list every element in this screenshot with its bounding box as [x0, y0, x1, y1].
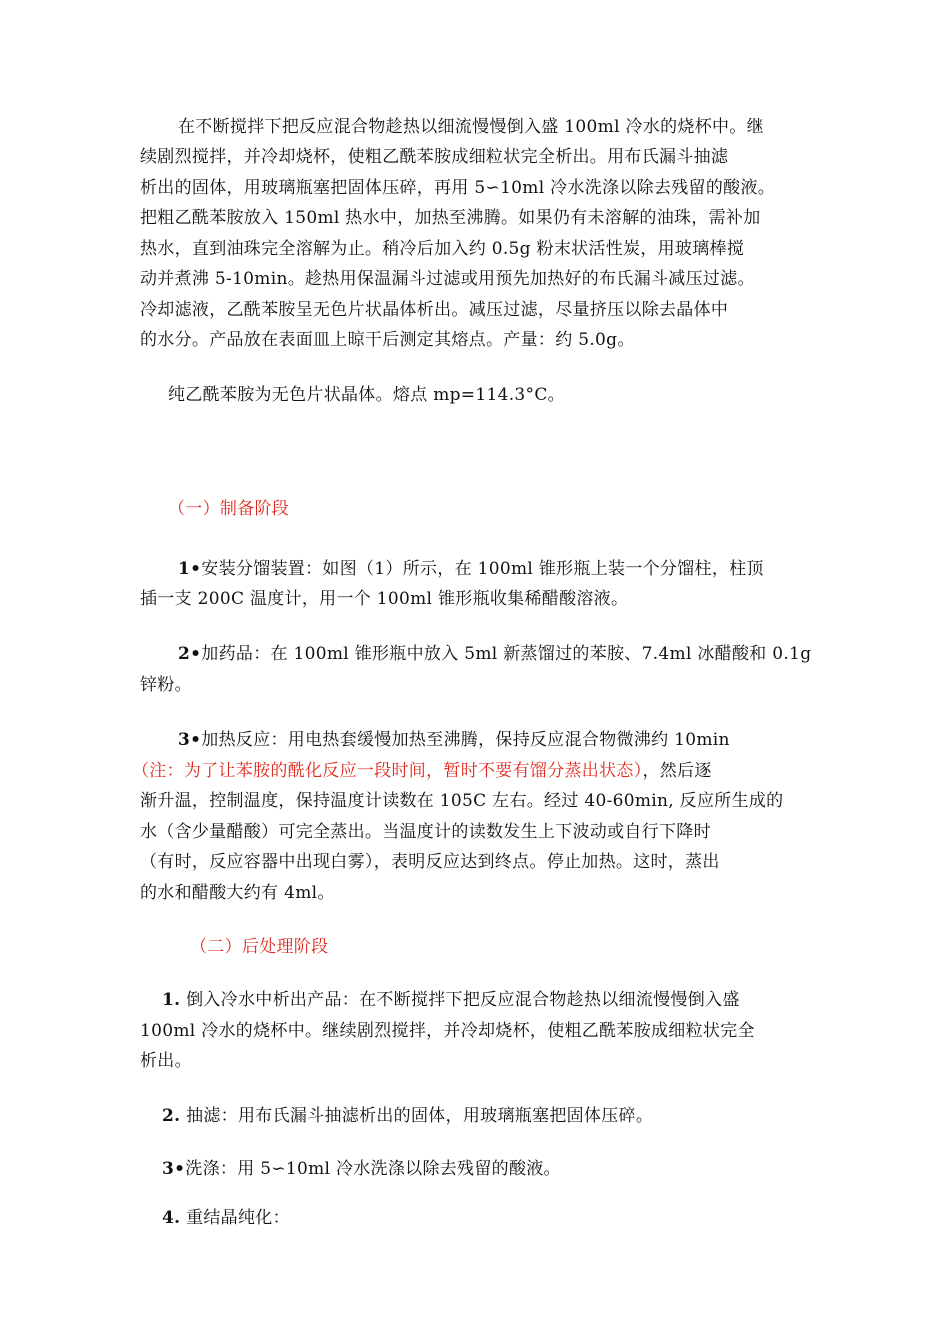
step-text: 安装分馏装置：如图（1）所示，在 100ml 锥形瓶上装一个分馏柱，柱顶 — [201, 559, 764, 579]
section1-step3-line-1 — [178, 728, 730, 752]
section1-step2-line-1 — [178, 642, 811, 666]
section1-heading: （一）制备阶段 — [168, 499, 290, 519]
step-number: 4. — [162, 1208, 181, 1228]
step-text: 加药品：在 100ml 锥形瓶中放入 5ml 新蒸馏过的苯胺、7.4ml 冰醋酸和 0.1g — [201, 644, 812, 664]
section1-step3-line-3: 渐升温，控制温度，保持温度计读数在 105C 左右。经过 40-60min, 反应所生成的 — [140, 791, 784, 811]
section2-step1-line-3: 析出。 — [140, 1051, 192, 1071]
step-number: 3• — [162, 1159, 186, 1179]
step-text: 重结晶纯化： — [180, 1208, 290, 1228]
step-text: 倒入冷水中析出产品：在不断搅拌下把反应混合物趁热以细流慢慢倒入盛 — [180, 990, 740, 1010]
section2-step1-line-1 — [162, 988, 740, 1012]
section1-step1-line-1 — [178, 557, 764, 581]
section1-step1-line-2: 插一支 200C 温度计，用一个 100ml 锥形瓶收集稀醋酸溶液。 — [140, 589, 629, 609]
para1-line-4: 把粗乙酰苯胺放入 150ml 热水中，加热至沸腾。如果仍有未溶解的油珠，需补加 — [140, 208, 761, 228]
para1-line-8: 的水分。产品放在表面皿上晾干后测定其熔点。产量：约 5.0g。 — [140, 330, 635, 350]
step-number: 1• — [178, 559, 202, 579]
section1-step3-line-6: 的水和醋酸大约有 4ml。 — [140, 883, 335, 903]
step-text: ，然后逐 — [642, 761, 712, 781]
section1-step3-line-5: （有时，反应容器中出现白雾），表明反应达到终点。停止加热。这时，蒸出 — [140, 852, 720, 872]
step-number: 2. — [162, 1106, 181, 1126]
para1-line-6: 动并煮沸 5-10min。趁热用保温漏斗过滤或用预先加热好的布氏漏斗减压过滤。 — [140, 269, 755, 289]
section2-step1-line-2: 100ml 冷水的烧杯中。继续剧烈搅拌，并冷却烧杯，使粗乙酰苯胺成细粒状完全 — [140, 1021, 755, 1041]
section1-step2-line-2: 锌粉。 — [140, 675, 192, 695]
para1-line-5: 热水，直到油珠完全溶解为止。稍冷后加入约 0.5g 粉末状活性炭，用玻璃棒搅 — [140, 239, 745, 259]
section2-step4 — [162, 1206, 290, 1230]
para1-line-3: 析出的固体，用玻璃瓶塞把固体压碎，再用 5∽10ml 冷水洗涤以除去残留的酸液。 — [140, 178, 776, 198]
step-number: 3• — [178, 730, 202, 750]
para1-line-7: 冷却滤液，乙酰苯胺呈无色片状晶体析出。减压过滤，尽量挤压以除去晶体中 — [140, 300, 729, 320]
section1-step3-line-4: 水（含少量醋酸）可完全蒸出。当温度计的读数发生上下波动或自行下降时 — [140, 822, 711, 842]
section2-heading: （二）后处理阶段 — [190, 937, 329, 957]
red-note: （注：为了让苯胺的酰化反应一段时间，暂时不要有馏分蒸出状态） — [132, 761, 643, 781]
section2-step3 — [162, 1157, 561, 1181]
step-text: 洗涤：用 5∽10ml 冷水洗涤以除去残留的酸液。 — [185, 1159, 561, 1179]
para1-line-1: 在不断搅拌下把反应混合物趁热以细流慢慢倒入盛 100ml 冷水的烧杯中。继 — [178, 117, 764, 137]
para1-line-2: 续剧烈搅拌，并冷却烧杯，使粗乙酰苯胺成细粒状完全析出。用布氏漏斗抽滤 — [140, 147, 729, 167]
step-text: 抽滤：用布氏漏斗抽滤析出的固体，用玻璃瓶塞把固体压碎。 — [180, 1106, 654, 1126]
step-text: 加热反应：用电热套缓慢加热至沸腾，保持反应混合物微沸约 10min — [201, 730, 730, 750]
section1-step3-line-2 — [132, 759, 712, 783]
para2-melting-point: 纯乙酰苯胺为无色片状晶体。熔点 mp=114.3°C。 — [168, 385, 565, 405]
step-number: 1. — [162, 990, 181, 1010]
section2-step2 — [162, 1104, 653, 1128]
step-number: 2• — [178, 644, 202, 664]
